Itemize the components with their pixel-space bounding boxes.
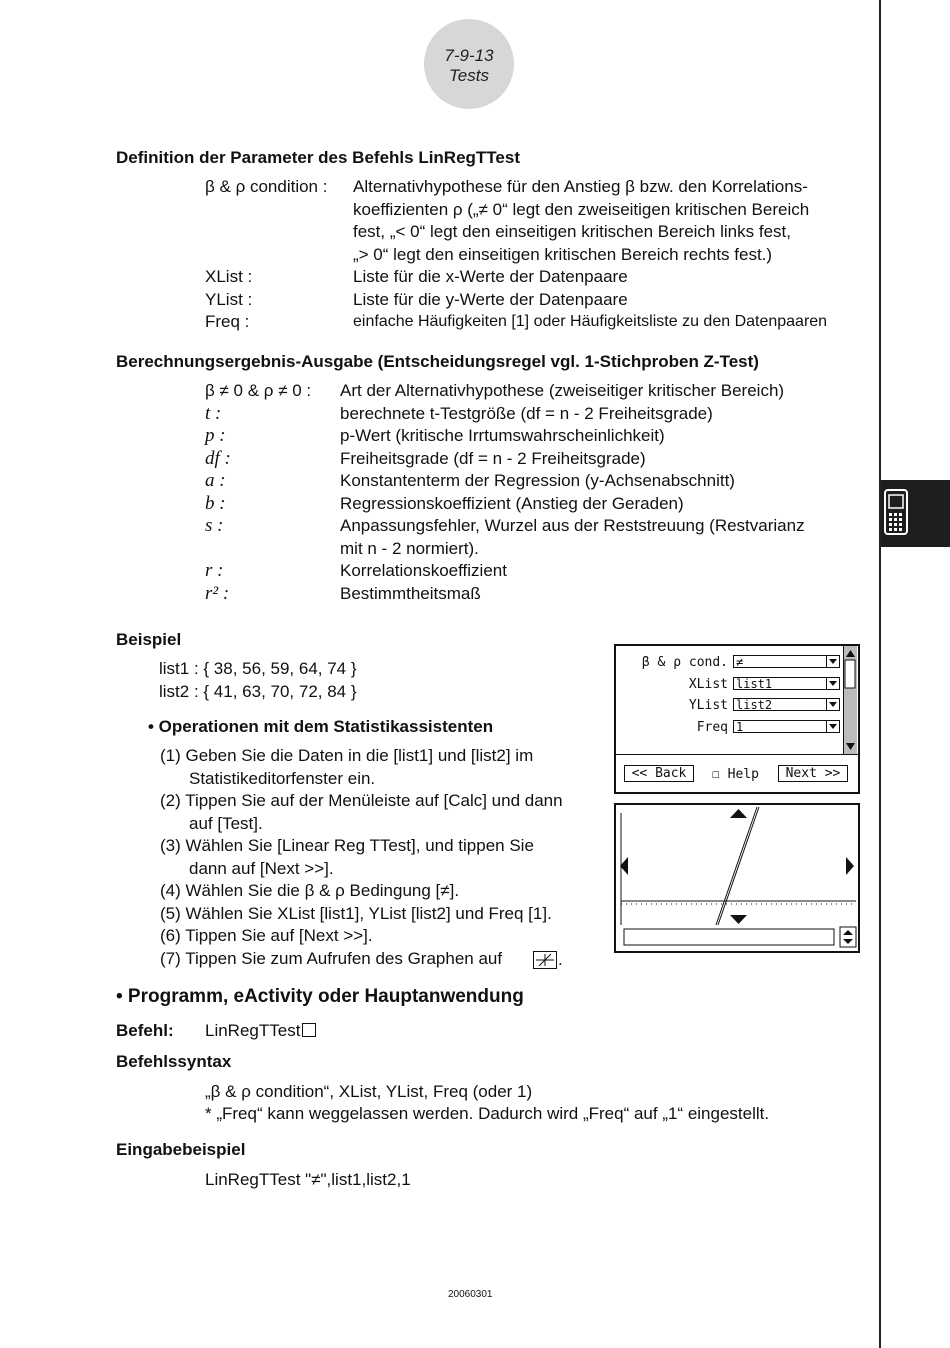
step-text: Statistikeditorfenster ein. [189,768,376,788]
calculator-icon [881,480,950,547]
definition-heading: Definition der Parameter des Befehls LinRegTTest [116,148,520,167]
scrollbar[interactable] [843,646,857,754]
cond-label: β & ρ cond. [641,655,728,670]
cond-select[interactable]: ≠ [733,655,840,668]
step-text: (1) Geben Sie die Daten in die [list1] und [list2] im [160,746,534,765]
program-heading: • Programm, eActivity oder Hauptanwendung [116,986,524,1007]
input-heading: Eingabebeispiel [116,1140,246,1159]
triangle-down-icon [730,915,747,924]
result-label: s : [205,515,224,536]
step-text: (2) Tippen Sie auf der Menüleiste auf [Calc] und dann [160,791,563,810]
befehl-label: Befehl: [116,1021,174,1040]
result-label: p : [205,425,226,446]
param-label: XList : [205,267,253,286]
result-label: β ≠ 0 & ρ ≠ 0 : [205,381,312,400]
right-margin-line [879,0,881,1348]
results-heading: Berechnungsergebnis-Ausgabe (Entscheidungsregel vgl. 1-Stichproben Z-Test) [116,352,759,371]
result-description: berechnete t-Testgröße (df = n - 2 Freiheitsgrade) [340,403,713,423]
step-text: (4) Wählen Sie die β & ρ Bedingung [≠]. [160,881,460,900]
param-description: einfache Häufigkeiten [1] oder Häufigkeitsliste zu den Datenpaaren [353,313,828,330]
chevron-down-icon[interactable] [826,656,839,667]
step-text: (6) Tippen Sie auf [Next >>]. [160,926,373,945]
box-icon [302,1023,316,1037]
befehl-value: LinRegTTest [205,1020,316,1043]
param-label: YList : [205,289,253,309]
result-description: Korrelationskoeffizient [340,561,507,580]
chevron-down-icon[interactable] [826,699,839,710]
example-heading: Beispiel [116,630,182,649]
param-description: Alternativhypothese für den Anstieg β bzw. den Korrelations- [353,177,808,196]
result-label: r² : [205,582,230,604]
result-label: r : [205,560,224,581]
next-button[interactable]: Next >> [778,765,848,782]
param-description: Liste für die y-Werte der Datenpaare [353,289,628,309]
chapter-tab [881,480,950,547]
step-text: (3) Wählen Sie [Linear Reg TTest], und tippen Sie [160,836,534,855]
param-description: koeffizienten ρ („≠ 0“ legt den zweiseitigen kritischen Bereich [353,199,810,219]
result-description: Art der Alternativhypothese (zweiseitiger kritischer Bereich) [340,381,785,400]
back-button[interactable]: << Back [624,765,694,782]
ylist-select[interactable]: list2 [733,698,840,711]
result-label: df : [205,447,231,469]
wizard-screen [614,644,860,794]
footer-code: 20060301 [448,1289,493,1300]
triangle-up-icon [730,809,747,818]
xlist-select[interactable]: list1 [733,677,840,690]
result-description: Konstantenterm der Regression (y-Achsenabschnitt) [340,471,735,490]
result-label: b : [205,492,226,514]
result-description: Regressionskoeffizient (Anstieg der Geraden) [340,493,684,513]
page-header-badge [424,19,514,109]
param-description: fest, „< 0“ legt den einseitigen kritischen Bereich links fest, [353,222,791,241]
graph-screen [614,803,860,953]
step-text: (7) Tippen Sie zum Aufrufen des Graphen auf [160,948,503,968]
result-description: Anpassungsfehler, Wurzel aus der Reststreuung (Restvarianz [340,516,805,535]
page-number: 7-9-13 [444,46,494,65]
param-label: Freq : [205,312,250,331]
param-label: β & ρ condition : [205,177,328,196]
syntax-line-1: „β & ρ condition“, XList, YList, Freq (oder 1) [205,1082,533,1101]
help-checkbox[interactable]: ☐ Help [712,767,759,782]
operations-heading: • Operationen mit dem Statistikassistenten [148,717,494,736]
xlist-label: XList [688,677,728,692]
step-text: (5) Wählen Sie XList [list1], YList [list2] und Freq [1]. [160,903,552,923]
param-description: „> 0“ legt den einseitigen kritischen Bereich rechts fest.) [353,244,773,264]
result-description: Freiheitsgrade (df = n - 2 Freiheitsgrade) [340,448,646,468]
result-label: t : [205,402,222,424]
result-description: mit n - 2 normiert). [340,538,479,558]
syntax-line-2: * „Freq“ kann weggelassen werden. Dadurch wird „Freq“ auf „1“ eingestellt. [205,1104,770,1123]
result-description: Bestimmtheitsmaß [340,583,481,603]
freq-select[interactable]: 1 [733,720,840,733]
help-label: Help [727,767,759,782]
graph-icon[interactable] [533,951,557,969]
chevron-down-icon[interactable] [826,721,839,732]
input-example: LinRegTTest "≠",list1,list2,1 [205,1170,411,1189]
triangle-right-icon [846,857,854,875]
param-description: Liste für die x-Werte der Datenpaare [353,267,628,286]
step7-end: . [558,950,563,969]
section-name: Tests [448,66,489,85]
freq-label: Freq [696,720,728,735]
example-list1: list1 : { 38, 56, 59, 64, 74 } [159,659,357,678]
result-description: p-Wert (kritische Irrtumswahrscheinlichkeit) [340,426,665,445]
result-label: a : [205,470,226,491]
example-list2: list2 : { 41, 63, 70, 72, 84 } [159,682,357,701]
ylist-label: YList [688,698,728,713]
step-text: auf [Test]. [189,813,263,833]
step-text: dann auf [Next >>]. [189,858,334,878]
chevron-down-icon[interactable] [826,678,839,689]
syntax-heading: Befehlssyntax [116,1052,232,1071]
